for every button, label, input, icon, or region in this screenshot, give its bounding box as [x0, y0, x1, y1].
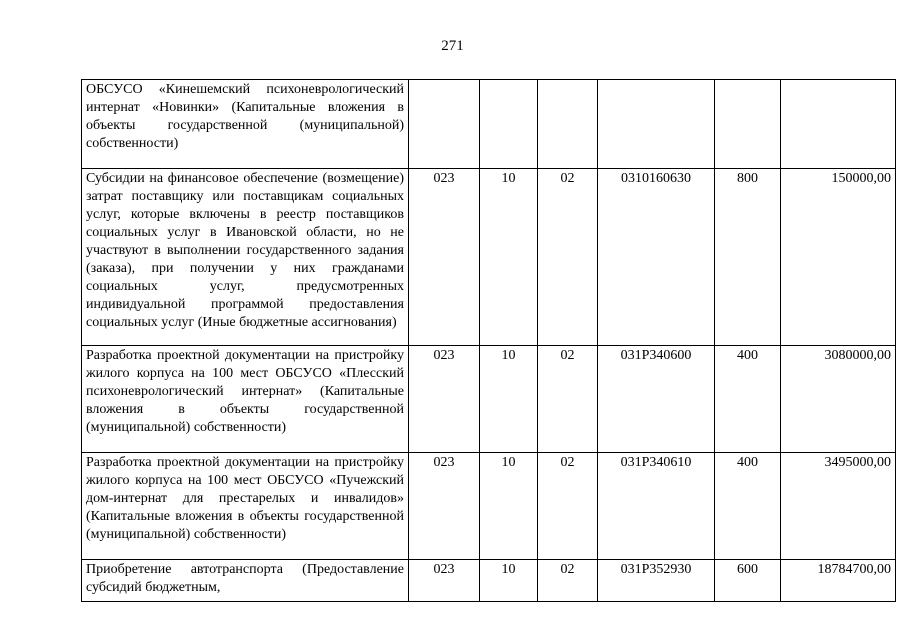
target-article-code: 031P340600: [598, 346, 715, 453]
ministry-code: [409, 80, 480, 169]
amount: 18784700,00: [781, 560, 896, 602]
subsection-code: 02: [538, 169, 598, 346]
section-code: 10: [480, 453, 538, 560]
expense-type-code: 400: [715, 453, 781, 560]
amount: [781, 80, 896, 169]
ministry-code: 023: [409, 560, 480, 602]
row-description: Разработка проектной документации на пристройку жилого корпуса на 100 мест ОБСУСО «Пучежский дом-интернат для престарелых и инвалидов» (Капитальные вложения в объекты государственной (муниципальной) собственности): [82, 453, 409, 560]
budget-table: [81, 79, 896, 602]
expense-type-code: 400: [715, 346, 781, 453]
subsection-code: [538, 80, 598, 169]
expense-type-code: 600: [715, 560, 781, 602]
section-code: 10: [480, 560, 538, 602]
target-article-code: 0310160630: [598, 169, 715, 346]
subsection-code: 02: [538, 453, 598, 560]
table-row: [82, 560, 896, 602]
target-article-code: [598, 80, 715, 169]
row-description: Приобретение автотранспорта (Предоставление субсидий бюджетным,: [82, 560, 409, 602]
target-article-code: 031P352930: [598, 560, 715, 602]
amount: 3495000,00: [781, 453, 896, 560]
ministry-code: 023: [409, 346, 480, 453]
table-row: [82, 453, 896, 560]
table-row: [82, 80, 896, 169]
table-row: [82, 169, 896, 346]
section-code: 10: [480, 169, 538, 346]
subsection-code: 02: [538, 346, 598, 453]
page-number: 271: [441, 38, 464, 54]
expense-type-code: 800: [715, 169, 781, 346]
expense-type-code: [715, 80, 781, 169]
row-description: Субсидии на финансовое обеспечение (возмещение) затрат поставщику или поставщикам социальных услуг, которые включены в реестр поставщиков социальных услуг в Ивановской области, но не участвуют в выполнении государственного задания (заказа), при получении у них гражданами социальных услуг, предусмотренных индивидуальной программой предоставления социальных услуг (Иные бюджетные ассигнования): [82, 169, 409, 346]
subsection-code: 02: [538, 560, 598, 602]
section-code: 10: [480, 346, 538, 453]
amount: 3080000,00: [781, 346, 896, 453]
ministry-code: 023: [409, 169, 480, 346]
table-row: [82, 346, 896, 453]
amount: 150000,00: [781, 169, 896, 346]
ministry-code: 023: [409, 453, 480, 560]
section-code: [480, 80, 538, 169]
row-description: ОБСУСО «Кинешемский психоневрологический интернат «Новинки» (Капитальные вложения в объекты государственной (муниципальной) собственности): [82, 80, 409, 169]
target-article-code: 031P340610: [598, 453, 715, 560]
row-description: Разработка проектной документации на пристройку жилого корпуса на 100 мест ОБСУСО «Плесский психоневрологический интернат» (Капитальные вложения в объекты государственной (муниципальной) собственности): [82, 346, 409, 453]
